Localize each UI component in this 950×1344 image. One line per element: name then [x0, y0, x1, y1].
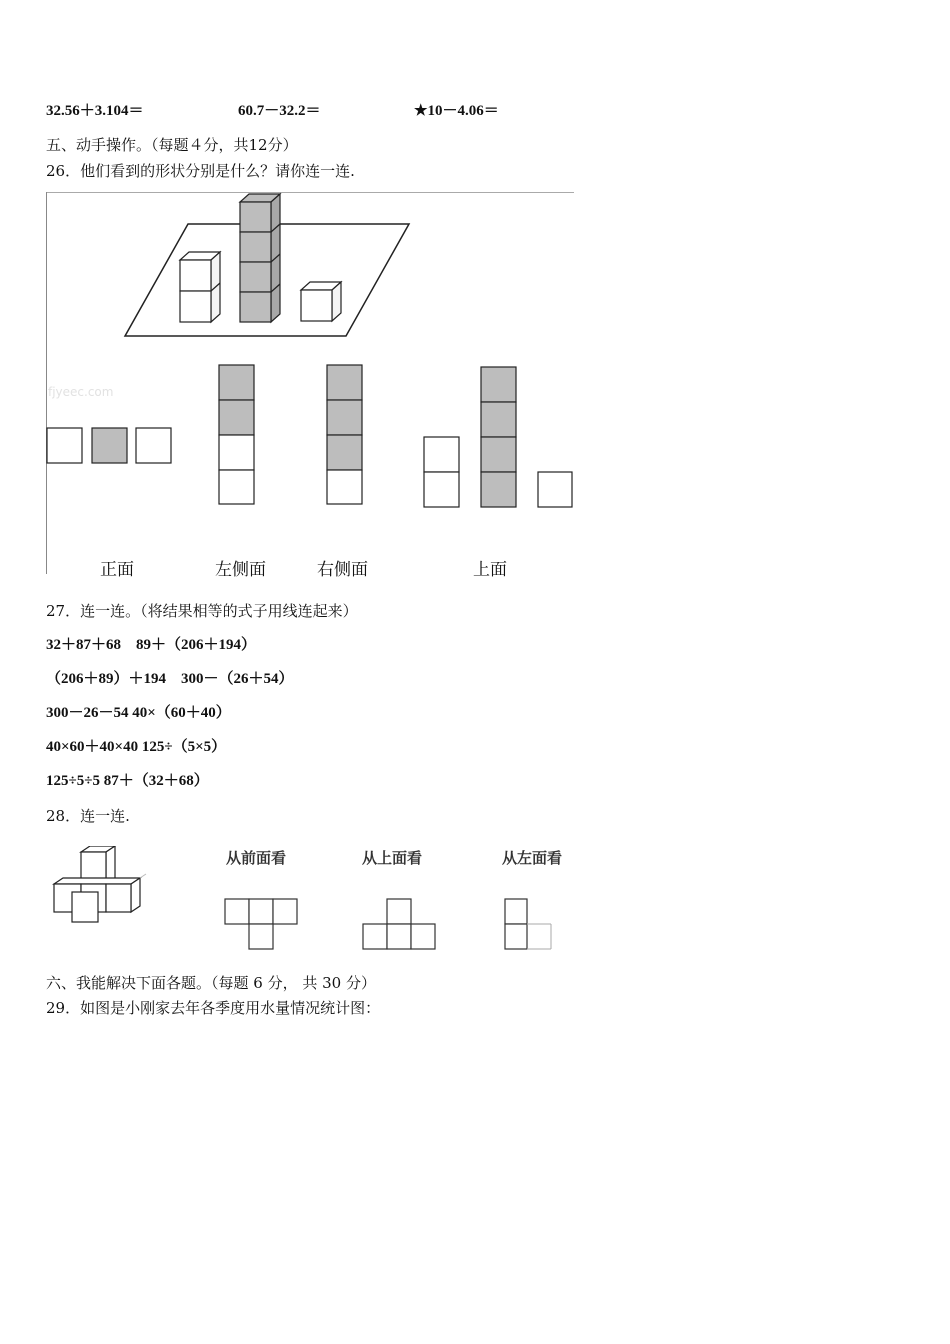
- cube-single-right: [301, 282, 341, 321]
- q28-option-front: [224, 898, 300, 950]
- q28-option-top: [362, 898, 438, 950]
- q27-title: 27．连一连。（将结果相等的式子用线连起来）: [46, 602, 358, 620]
- q28-option-left: [502, 898, 554, 950]
- section-6-heading: 六、我能解决下面各题。（每题 6 分， 共 30 分）: [46, 974, 376, 992]
- q26-figure: [46, 192, 574, 576]
- q27-row-4: 40×60＋40×40 125÷（5×5）: [46, 739, 227, 755]
- cube-stack-left: [180, 252, 220, 322]
- cube-stack-middle: [240, 194, 280, 322]
- q27-row-1: 32＋87＋68 89＋（206＋194）: [46, 637, 257, 653]
- calc-item-3: ★10－4.06＝: [414, 103, 499, 119]
- q26-title: 26．他们看到的形状分别是什么？请你连一连.: [46, 162, 355, 180]
- view-label-top: 上面: [473, 560, 507, 580]
- q27-row-3: 300－26－54 40×（60＋40）: [46, 705, 231, 721]
- calc-item-2: 60.7－32.2＝: [238, 103, 321, 119]
- view-left-side: [219, 365, 254, 504]
- q28-caption-left: 从左面看: [502, 849, 563, 867]
- calc-item-1: 32.56＋3.104＝: [46, 103, 144, 119]
- view-top: [424, 367, 572, 507]
- view-front: [47, 428, 171, 463]
- q29-title: 29．如图是小刚家去年各季度用水量情况统计图：: [46, 999, 381, 1017]
- q27-row-5: 125÷5÷5 87＋（32＋68）: [46, 773, 209, 789]
- q28-solid-figure: [50, 846, 150, 926]
- view-right-side: [327, 365, 362, 504]
- q28-caption-top: 从上面看: [362, 849, 423, 867]
- q28-caption-front: 从前面看: [226, 849, 287, 867]
- section-5-heading: 五、动手操作。（每题４分，共12分）: [46, 136, 298, 154]
- view-label-front: 正面: [100, 560, 134, 580]
- view-label-left-side: 左侧面: [215, 560, 266, 580]
- q27-row-2: （206＋89）＋194 300－（26＋54）: [46, 671, 294, 687]
- view-label-right-side: 右侧面: [317, 560, 368, 580]
- watermark: fjyeec.com: [48, 385, 114, 399]
- q28-title: 28．连一连.: [46, 807, 130, 825]
